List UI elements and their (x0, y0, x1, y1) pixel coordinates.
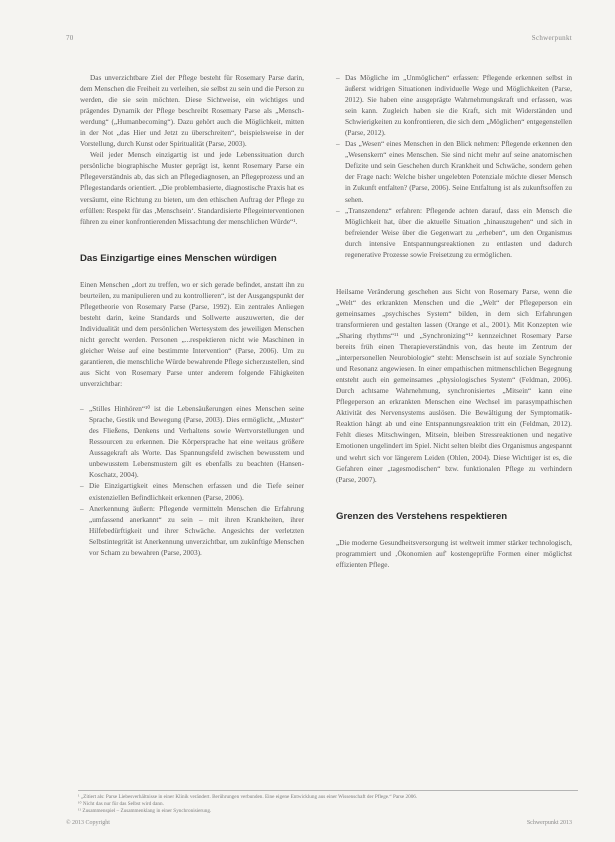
footer-issue: Schwerpunkt 2013 (526, 820, 572, 826)
paragraph: Heilsame Veränderung geschehen aus Sicht von Rosemary Parse, wenn die „Welt“ des erkrankten Menschen und die „Welt“ der Pflegeperson ein gemeinsames „psychisches System“ bilden, in dem sich Erfahrungen transformieren und gestalten lassen (Orange et al., 2001). Mit Konzepten wie „Sharing rhythms“¹¹ und „Synchronizing“¹² kennzeichnet Rosemary Parse bereits früh einen Therapieverständnis von, das heute im Zentrum der „interpersonellen Neurobiologie“ steht: Menschsein ist auf soziale Synchronie und Resonanz angewiesen. In einer empathischen mitmenschlichen Begegnung entsteht auch ein gemeinsames „physiologisches System“ (Feldman, 2006). Durch achtsame Wahrnehmung, synchronisiertes „Mitsein“ kann eine Pflegeperson an erkrankten Menschen eine Wechsel im parasympathischen Aktivität des Nervensystems auslösen. Die Bewältigung der Symptomatik-Reaktion hängt ab und eine Entspannungsreaktion tritt ein (Feldman, 2012). Fehlt dieses Mitschwingen, Mitsein, bleiben Stressreaktionen und negative Emotionen ungelindert im Spiel. Nicht selten bleibt dies Organismus angespannt und wehrt sich vor längerem Leiden (Ohlen, 2004). Diese Wichtiger ist es, die Gefahren einer „tagesmodischen“ bzw. funktionalen Pflege zu verhindern (Parse, 2007). (336, 286, 572, 484)
section-heading: Das Einzigartige eines Menschen würdigen (80, 252, 277, 264)
ability-list (80, 403, 304, 558)
paragraph: Einen Menschen „dort zu treffen, wo er sich gerade befindet, anstatt ihn zu beurteilen, zu manipulieren und zu kontrollieren“, ist der Ausgangspunkt der Pflegetheorie von Rosemary Parse (Parse, 1992). Ein zentrales Anliegen besteht darin, keine Standards und Sollwerte auszuwerten, die der Individualität und dem persönlichen Wertesystem des jeweiligen Menschen nicht gerecht werden. Personen „...respektieren nicht wie Maschinen in gleicher Weise auf eine bestimmte Intervention“ (Parse, 2006). Um zu garantieren, die menschliche Würde bewahrende Pflege sicherzustellen, sind aus Sicht von Rosemary Parse unter anderem folgende Fähigkeiten unverzichtbar: (80, 279, 304, 389)
footer-copyright: © 2013 Copyright (66, 820, 110, 826)
footnote: ¹ „Zitiert als: Parse Liebesverhältnisse in einer Klinik verändert. Berührungen verbunden. Eine eigene Entwicklung aus einer Wissenschaft der Pflege.“ Parse 2006. (78, 794, 418, 800)
ability-list-continued (336, 72, 572, 260)
list-item: – „Transzendenz“ erfahren: Pflegende achten darauf, dass ein Mensch die Möglichkeit hat, über die aktuelle Situation „hinauszugehen“ und sich in befreiender Weise über die Gegenwart zu „erheben“, um den Organismus durch intensive Entspannungsreaktionen zu entlasten und dadurch regenerative Prozesse sowie Freisetzung zu ermöglichen. (336, 205, 572, 260)
list-item: – Das „Wesen“ eines Menschen in den Blick nehmen: Pflegende erkennen den „Wesenskern“ eines Menschen. Sie sind nicht mehr auf seine anatomischen Defizite und sein Geschehen durch Krankheit und Schwäche, sondern gehen der Frage nach: Welche bisher ungelebten Potenziale möchte dieser Mensch in Zukunft entfalten? (Parse, 2006). Seine Entfaltung ist als zukunftsoffen zu sehen. (336, 138, 572, 204)
paragraph: Weil jeder Mensch einzigartig ist und jede Lebenssituation durch persönliche biographische Muster geprägt ist, kennt Rosemary Parse ein Pflegeverständnis ab, das sich an Pflegediagnosen, an Pflegeprozess und an Pflegestandards orientiert. „Die problembasierte, diagnostische Praxis hat es versäumt, eine Richtung zu bieten, um den ethischen Auftrag der Pflege zu erfüllen: Respekt für das ‚Menschsein‘. Standardisierte Pflegeinterventionen führen zu einer konfrontierenden Missachtung der menschlichen Würde“¹. (80, 150, 304, 226)
running-head-section: Schwerpunkt (531, 34, 572, 42)
paragraph: Das unverzichtbare Ziel der Pflege besteht für Rosemary Parse darin, dem Menschen die Freiheit zu verleihen, sie selbst zu sein und die Person zu werden, die sie sein möchten. Diese Sichtweise, ein wichtiges und prägendes Dynamik der Pflege beschreibt Rosemary Parse als „Mensch-werdung“ („Humanbecoming“). Dazu gehört auch die Möglichkeit, mitten in der Not „das Hier und Jetzt zu überschreiten“, beispielsweise in der Vorstellung, durch Kunst oder Spiritualität (Parse, 2003). (80, 73, 304, 149)
list-item: – Anerkennung äußern: Pflegende vermitteln Menschen die Erfahrung „umfassend anerkannt“ zu sein – mit ihren Krankheiten, ihrer Hilfebedürftigkeit und ihrer Schwäche. Angesichts der verletzten Selbstintegrität ist Anerkennung unverzichtbar, um zukünftige Menschen vor Scham zu bewahren (Parse, 2003). (80, 503, 304, 558)
left-column (80, 72, 304, 558)
running-head-page-number: 70 (66, 34, 74, 42)
footnote: ¹¹ Zusammenspiel – Zusammenklang in einer Synchronisierung. (78, 808, 212, 815)
right-column (336, 72, 572, 570)
section-heading: Grenzen des Verstehens respektieren (336, 510, 508, 522)
list-item: – „Stilles Hinhören“¹⁰ ist die Lebensäußerungen eines Menschen seine Sprache, Gestik und Bewegung (Parse, 2003). Dies ermöglicht, „Muster“ des Fließens, Denkens und Verhaltens sowie Wertvorstellungen und Ressourcen zu erkennen. Die Körpersprache hat eine weitaus größere Aussagekraft als Worte. Das Spannungsfeld zwischen bewusstem und unbewusstem Lebensmustern gilt es ebenfalls zu beachten (Hansen-Koschatz, 2004). (80, 403, 304, 480)
list-item: – Die Einzigartigkeit eines Menschen erfassen und die Tiefe seiner existenziellen Befindlichkeit erkennen (Parse, 2006). (80, 480, 304, 502)
footnotes (78, 790, 578, 816)
list-item: – Das Mögliche im „Unmöglichen“ erfassen: Pflegende erkennen selbst in äußerst widrigen Situationen individuelle Wege und Möglichkeiten (Parse, 2012). Sie haben eine ausgeprägte Wahrnehmungskraft und erfassen, was sein kann. Zugleich haben sie die Kraft, sich mit Widerständen und Schwierigkeiten zu konfrontieren, die sich dem „Möglichen“ entgegenstellen (Parse, 2012). (336, 72, 572, 138)
paragraph: „Die moderne Gesundheitsversorgung ist weltweit immer stärker technologisch, programmiert und ‚Ökonomien auf' kostengeprüfte Formen einer möglichst effizienten Pflege. (336, 537, 572, 569)
footnote: ¹⁰ Nicht das nur für das Selbst wird dann. (78, 801, 164, 808)
